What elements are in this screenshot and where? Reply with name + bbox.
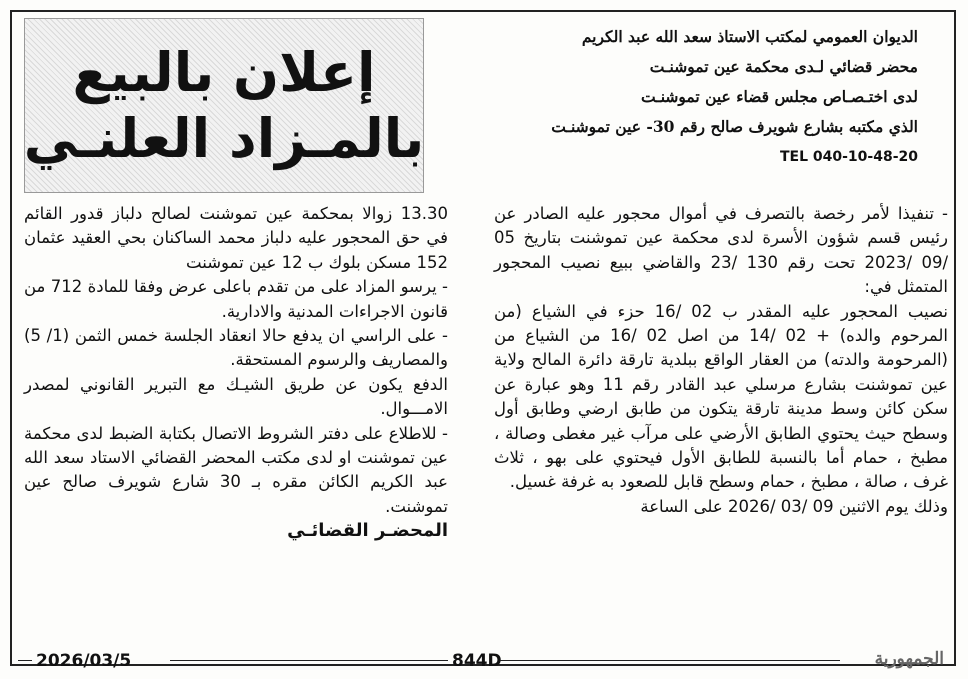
title-line-1: إعلان بالبيع — [72, 40, 376, 104]
office-telephone: TEL 040-10-48-20 — [779, 149, 918, 165]
bailiff-signature: المحضـر القضائـي — [287, 520, 448, 542]
footer-code: 844D — [452, 651, 502, 671]
footer-rule — [170, 660, 448, 666]
bailiff-office-header — [498, 22, 918, 172]
office-line: الذي مكتبه بشارع شويرف صالح رقم 30- عين تموشنـت — [551, 117, 918, 136]
footer-date: 2026/03/5 — [36, 651, 132, 671]
paragraph: الدفع يكون عن طريق الشيـك مع التبرير القانوني لمصدر الامـــوال. — [24, 374, 448, 419]
newspaper-brand: الجمهورية — [874, 649, 944, 669]
auction-title-box — [24, 18, 424, 193]
paragraph: وذلك يوم الاثنين 09 /03 /2026 على الساعة — [640, 496, 948, 516]
right-text-column — [494, 202, 948, 519]
paragraph: 13.30 زوالا بمحكمة عين تموشنت لصالح دلباز قدور القائم في حق المحجور عليه دلباز محمد الساكنان بحي العقيد عثمان 152 مسكن بلوك ب 12 عين تموشنت — [24, 204, 448, 272]
paragraph: - تنفيذا لأمر رخصة بالتصرف في أموال محجور عليه الصادر عن رئيس قسم شؤون الأسرة لدى محكمة عين تموشنت بتاريخ 05 /09 /2023 تحت رقم 130 /23 والقاضي ببيع نصيب المحجور المتمثل في: — [494, 204, 949, 297]
office-line: الديوان العمومي لمكتب الاستاذ سعد الله عبد الكريم — [581, 27, 918, 46]
footer-rule — [500, 660, 840, 666]
title-line-2: بالمـزاد العلنـي — [23, 106, 425, 170]
left-text-column — [24, 202, 448, 544]
office-line: لدى اختـصـاص مجلس قضاء عين تموشنـت — [640, 87, 918, 106]
paragraph: نصيب المحجور عليه المقدر ب 02 /16 حزء في الشياع (من المرحوم والده) + 02 /14 من اصل 02 /16 من الشياع من (المرحومة والدته) من العقار الواقع ببلدية تارقة دائرة المالح ولاية عين تموشنت بشارع مرسلي عبد القادر رقم 11 وهو عبارة عن سكن كائن وسط مدينة تارقة يتكون من طابق ارضي وطابق أول وسطح حيث يحتوي الطابق الأرضي على مرآب غير مغطى وصالة ، مطبخ ، حمام أما بالنسبة للطابق الأول فيحتوي على بهو ، ثلاث غرف ، صالة ، مطبخ ، حمام وسطح قابل للصعود به غرفة غسيل. — [494, 301, 949, 492]
office-line: محضر قضائي لـدى محكمة عين تموشنـت — [649, 57, 918, 76]
paragraph: - يرسو المزاد على من تقدم باعلى عرض وفقا للمادة 712 من قانون الاجراءات المدنية والادارية. — [24, 277, 448, 321]
paragraph: - على الراسي ان يدفع حالا انعقاد الجلسة خمس الثمن (1/ 5) والمصاريف والرسوم المستحقة. — [24, 326, 449, 370]
paragraph: - للاطلاع على دفتر الشروط الاتصال بكتابة الضبط لدى محكمة عين تموشنت او لدى مكتب المحضر القضائي الاستاد سعد الله عبد الكريم الكائن مقره بـ 30 شارع شويرف صالح عين تموشنت. — [24, 423, 448, 516]
footer-rule — [18, 660, 32, 666]
page-footer — [0, 651, 968, 673]
